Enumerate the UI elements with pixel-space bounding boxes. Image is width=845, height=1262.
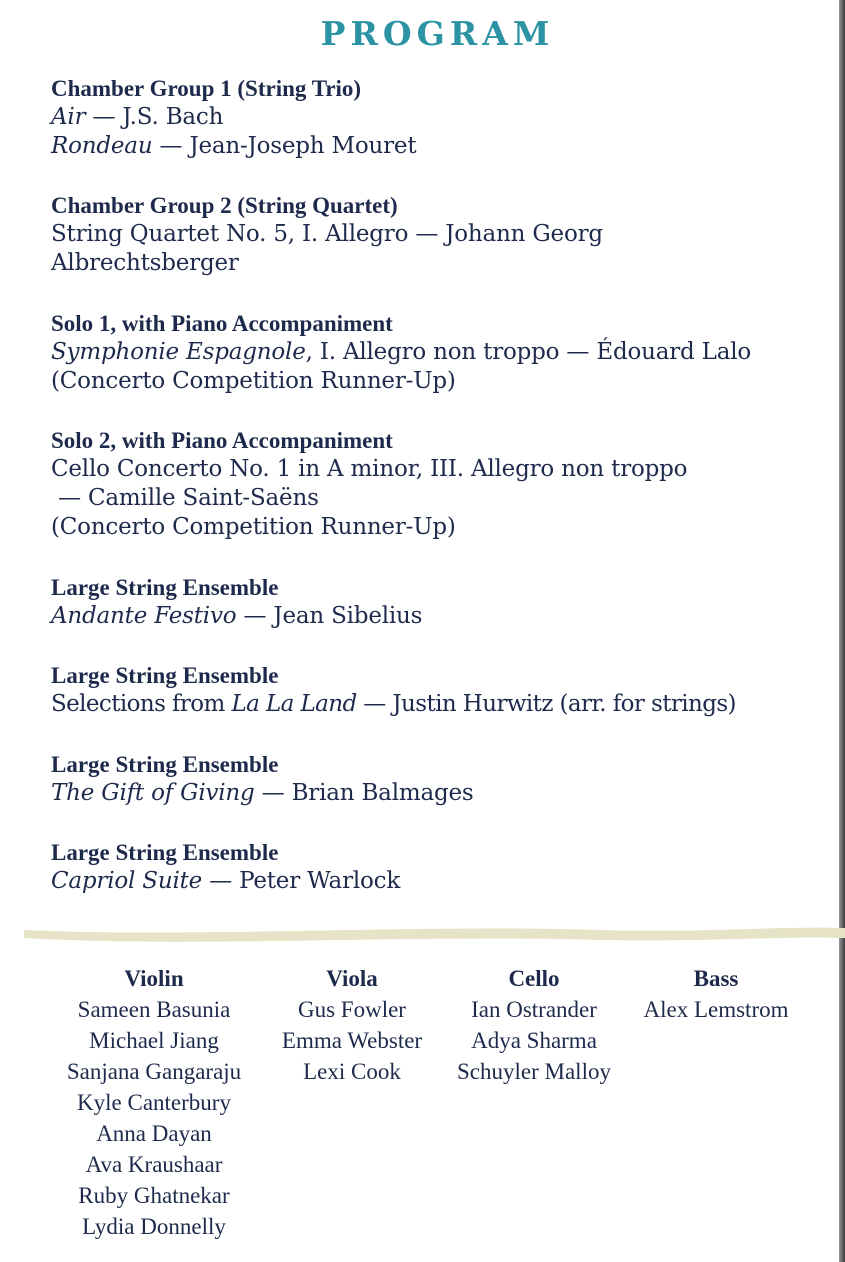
member-name: Schuyler Malloy — [457, 1059, 611, 1084]
section-heading: Violin — [124, 966, 184, 991]
program-item — [51, 310, 831, 396]
program-line: (Concerto Competition Runner-Up) — [51, 514, 456, 540]
member-name: Ruby Ghatnekar — [78, 1183, 230, 1208]
roster-column-viola — [268, 963, 436, 1087]
composer-text: — Peter Warlock — [202, 868, 401, 894]
program-line — [51, 602, 831, 631]
roster-column-bass — [628, 963, 804, 1025]
program-line: String Quartet No. 5, I. Allegro — Johann Georg — [51, 221, 603, 247]
program-line — [51, 779, 831, 808]
work-title: Rondeau — [51, 133, 153, 159]
composer-text: — Justin Hurwitz (arr. for strings) — [356, 691, 736, 717]
program-item-heading: Large String Ensemble — [51, 840, 279, 865]
divider-brush-stroke — [0, 918, 845, 948]
work-title: Capriol Suite — [51, 868, 203, 894]
program-item-heading: Chamber Group 1 (String Trio) — [51, 76, 362, 101]
program-line — [51, 338, 831, 367]
program-line: Albrechtsberger — [51, 250, 239, 276]
composer-text: — Jean-Joseph Mouret — [152, 133, 417, 159]
member-name: Lexi Cook — [303, 1059, 401, 1084]
program-item — [51, 839, 831, 896]
program-item-heading: Large String Ensemble — [51, 663, 279, 688]
program-item-heading: Solo 2, with Piano Accompaniment — [51, 428, 393, 453]
work-title: La La Land — [231, 691, 357, 717]
page-edge-shadow — [839, 0, 845, 1262]
member-name: Lydia Donnelly — [82, 1214, 226, 1239]
program-item — [51, 192, 831, 278]
program-line — [51, 690, 831, 719]
member-name: Alex Lemstrom — [643, 997, 789, 1022]
program-item — [51, 75, 831, 161]
work-title: Air — [51, 104, 86, 130]
program-line: Cello Concerto No. 1 in A minor, III. Allegro non troppo — [51, 456, 688, 482]
roster-column-cello — [444, 963, 624, 1087]
composer-text: — Jean Sibelius — [236, 603, 423, 629]
section-heading: Cello — [508, 966, 560, 991]
program-line: — Camille Saint-Saëns — [51, 485, 319, 511]
member-name: Adya Sharma — [471, 1028, 597, 1053]
member-name: Sanjana Gangaraju — [66, 1059, 242, 1084]
member-name: Sameen Basunia — [77, 997, 231, 1022]
program-item — [51, 662, 831, 719]
program-line — [51, 103, 831, 132]
work-title: Symphonie Espagnole — [51, 339, 306, 365]
section-heading: Viola — [326, 966, 378, 991]
member-name: Anna Dayan — [96, 1121, 212, 1146]
composer-text: — Brian Balmages — [254, 780, 474, 806]
program-item — [51, 574, 831, 631]
section-heading: Bass — [693, 966, 739, 991]
member-name: Ava Kraushaar — [85, 1152, 223, 1177]
program-item-heading: Chamber Group 2 (String Quartet) — [51, 193, 398, 218]
member-name: Gus Fowler — [298, 997, 406, 1022]
program-item — [51, 427, 831, 542]
work-title: The Gift of Giving — [51, 780, 255, 806]
prefix-text: Selections from — [51, 691, 232, 717]
program-line: (Concerto Competition Runner-Up) — [51, 368, 456, 394]
member-name: Kyle Canterbury — [77, 1090, 231, 1115]
program-item — [51, 751, 831, 808]
program-line — [51, 867, 831, 896]
roster-column-violin — [48, 963, 260, 1242]
member-name: Ian Ostrander — [471, 997, 597, 1022]
program-item-heading: Large String Ensemble — [51, 575, 279, 600]
composer-text: — J.S. Bach — [85, 104, 224, 130]
program-item-heading: Solo 1, with Piano Accompaniment — [51, 311, 393, 336]
member-name: Michael Jiang — [89, 1028, 219, 1053]
program-line — [51, 132, 831, 161]
program-item-heading: Large String Ensemble — [51, 752, 279, 777]
work-title: Andante Festivo — [51, 603, 237, 629]
page-title: PROGRAM — [320, 14, 555, 53]
member-name: Emma Webster — [281, 1028, 423, 1053]
composer-text: , I. Allegro non troppo — Édouard Lalo — [305, 339, 752, 365]
